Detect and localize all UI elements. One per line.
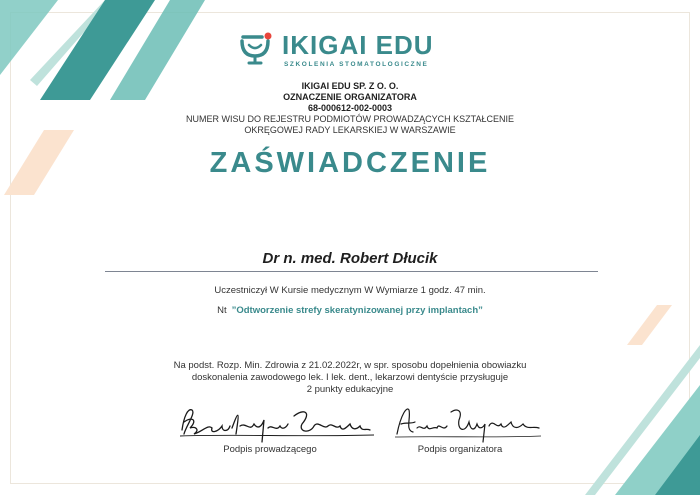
- signature-left: [178, 404, 378, 444]
- logo: [238, 30, 468, 70]
- course-line: [0, 305, 700, 316]
- participation-text: Uczestniczył W Kursie medycznym W Wymiarze 1 godz. 47 min.: [214, 285, 486, 296]
- legal-basis-line-1: Na podst. Rozp. Min. Zdrowia z 21.02.2022r, w spr. sposobu dopełnienia obowiazku: [173, 360, 527, 371]
- logo-tagline: SZKOLENIA STOMATOLOGICZNE: [284, 61, 429, 68]
- logo-name: IKIGAI EDU: [282, 30, 434, 60]
- recipient-name: Dr n. med. Robert Dłucik: [262, 250, 438, 267]
- organizer-code: 68-000612-002-0003: [307, 103, 393, 113]
- organizer-name: IKIGAI EDU SP. Z O. O.: [301, 81, 399, 91]
- signature-label-instructor: Podpis prowadzącego: [223, 444, 317, 455]
- recipient-underline: [105, 271, 598, 272]
- registry-line-2: OKRĘGOWEJ RADY LEKARSKIEJ W WARSZAWIE: [244, 125, 456, 135]
- certificate-title: ZAŚWIADCZENIE: [209, 147, 491, 179]
- signature-right: [393, 404, 543, 444]
- legal-basis-line-3: 2 punkty edukacyjne: [306, 384, 394, 395]
- organizer-label: OZNACZENIE ORGANIZATORA: [283, 92, 417, 102]
- legal-basis-line-2: doskonalenia zawodowego lek. I lek. dent., lekarzowi dentyście przysługuje: [191, 372, 509, 383]
- course-prefix: Nt: [217, 305, 227, 316]
- tooth-monitor-icon: [238, 32, 274, 66]
- registry-line-1: NUMER WISU DO REJESTRU PODMIOTÓW PROWADZĄCYCH KSZTAŁCENIE: [185, 114, 514, 124]
- signature-label-organizer: Podpis organizatora: [417, 444, 503, 455]
- course-name: ”Odtworzenie strefy skeratynizowanej przy implantach”: [231, 305, 483, 316]
